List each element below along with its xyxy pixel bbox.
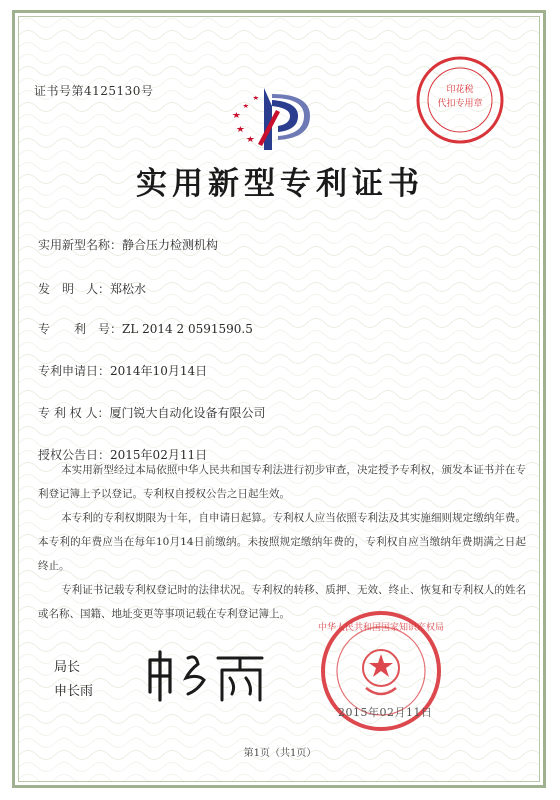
patentee-value: 厦门锐大自动化设备有限公司 <box>109 406 266 420</box>
seal-date: 2015年02月11日 <box>338 706 433 719</box>
body-paragraph: 本实用新型经过本局依照中华人民共和国专利法进行初步审查，决定授予专利权，颁发本证书并在专利登记簿上予以登记。专利权自授权公告之日起生效。 <box>38 464 526 500</box>
patent-number-value: ZL 2014 2 0591590.5 <box>122 322 253 336</box>
page-title: 实用新型专利证书 <box>136 166 424 202</box>
inventor-row <box>38 280 146 297</box>
grant-date-value: 2015年02月11日 <box>110 448 208 462</box>
body-paragraph: 本专利的专利权期限为十年，自申请日起算。专利权人应当依照专利法及其实施细则规定缴纳年费。本专利的年费应当在每年10月14日前缴纳。未按照规定缴纳年费的，专利权自应当缴纳年费期满之日起终止。 <box>38 512 526 572</box>
utility-model-name-label: 实用新型名称： <box>38 238 123 252</box>
patentee-row <box>38 404 265 421</box>
grant-date-label: 授权公告日： <box>38 448 111 462</box>
patent-number-label: 专 利 号： <box>38 322 123 336</box>
agency-stamp <box>414 54 506 146</box>
patent-number-row <box>38 320 253 337</box>
signatory-title: 局长 <box>54 660 81 675</box>
certificate-number: 证书号第4125130号 <box>34 84 154 98</box>
page-footer: 第1页（共1页） <box>243 748 317 759</box>
utility-model-name-row <box>38 236 218 253</box>
filing-date-label: 专利申请日： <box>38 364 111 378</box>
filing-date-value: 2014年10月14日 <box>110 364 208 378</box>
certificate-body <box>38 458 526 626</box>
filing-date-row <box>38 362 207 379</box>
svg-text:中华人民共和国国家知识产权局: 中华人民共和国国家知识产权局 <box>318 622 444 632</box>
svg-text:代扣专用章: 代扣专用章 <box>437 98 483 108</box>
patentee-label: 专 利 权 人： <box>38 406 110 420</box>
inventor-label: 发 明 人： <box>38 282 111 296</box>
signatory-name: 申长雨 <box>54 684 94 699</box>
handwritten-signature <box>140 648 270 704</box>
svg-text:印花税: 印花税 <box>446 84 474 94</box>
body-paragraph: 专利证书记载专利权登记时的法律状况。专利权的转移、质押、无效、终止、恢复和专利权人的姓名或名称、国籍、地址变更等事项记载在专利登记簿上。 <box>38 584 526 620</box>
utility-model-name-value: 静合压力检测机构 <box>122 238 219 252</box>
cnipa-logo <box>228 80 328 152</box>
inventor-value: 郑松水 <box>110 282 147 296</box>
